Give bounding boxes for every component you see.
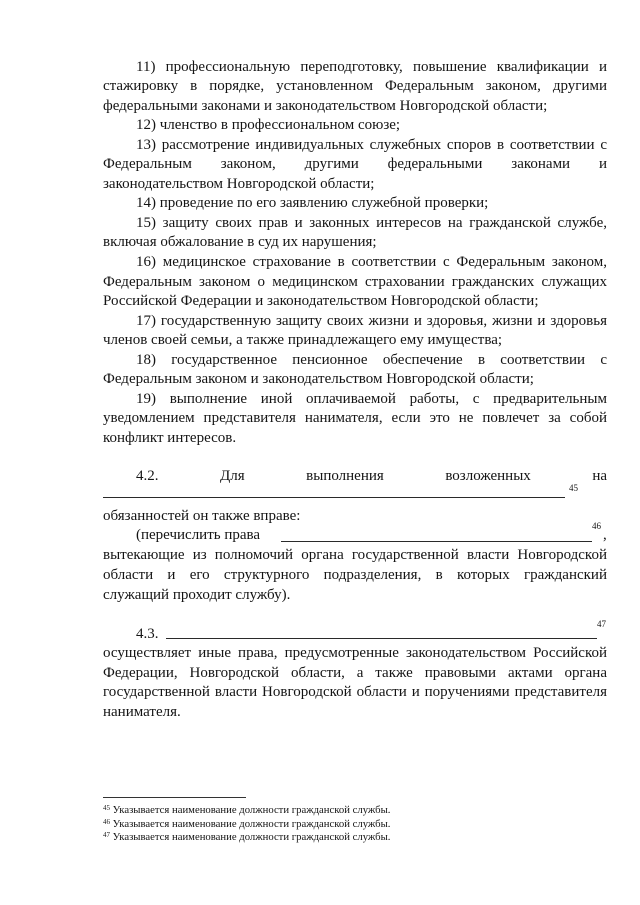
footnote-number: 46 xyxy=(103,817,110,826)
list-item-19 xyxy=(103,390,607,449)
section-4-2 xyxy=(103,467,607,606)
footnote xyxy=(103,804,523,818)
text-line: 17) государственную защиту своих жизни и здоровья, жизни и здоровья xyxy=(136,312,607,329)
section-lead-line: 4.2. Для выполнения возложенных на xyxy=(136,468,607,484)
list-item-16 xyxy=(103,253,607,312)
text-line: конфликт интересов. xyxy=(103,429,237,446)
text-line: Российской Федерации и законодательством Новгородской области; xyxy=(103,293,539,310)
text-line: законодательством Новгородской области; xyxy=(103,175,375,192)
footnote xyxy=(103,818,523,832)
footnote-number: 47 xyxy=(103,831,110,839)
text-line: области и его структурного подразделения, в которых гражданский xyxy=(103,566,607,583)
list-item-11 xyxy=(103,58,607,117)
section-number: 4.3. xyxy=(136,625,159,642)
text-line: Федерации, Новгородской области, а также правовыми актами органа xyxy=(103,664,607,681)
text-line: осуществляет иные права, предусмотренные законодательством Российской xyxy=(103,645,607,662)
text-line: вытекающие из полномочий органа государственной власти Новгородской xyxy=(103,547,607,564)
text-line: обязанностей он также вправе: xyxy=(103,507,301,524)
text-line: членов своей семьи, а также принадлежащего ему имущества; xyxy=(103,332,503,349)
text-line: 19) выполнение иной оплачиваемой работы, с предварительным xyxy=(136,390,607,407)
rights-placeholder-line xyxy=(103,521,607,546)
footnote xyxy=(103,831,523,845)
footnote-ref: 47 xyxy=(597,618,606,629)
list-item-13 xyxy=(103,136,607,195)
text-line: государственной власти Новгородской области и поручениями представителя xyxy=(103,684,607,701)
list-item-14 xyxy=(103,194,607,214)
list-item-15 xyxy=(103,214,607,253)
section-number-line xyxy=(103,618,607,645)
footnote-text: Указывается наименование должности гражданской службы. xyxy=(112,804,391,816)
footnote-text: Указывается наименование должности гражданской службы. xyxy=(112,831,391,843)
rights-list xyxy=(103,58,607,449)
footnote-text: Указывается наименование должности гражданской службы. xyxy=(112,817,391,830)
text-line: 12) членство в профессиональном союзе; xyxy=(136,117,401,134)
list-item-17 xyxy=(103,312,607,351)
text-line: 16) медицинское страхование в соответствии с Федеральным законом, xyxy=(136,253,607,270)
blank-line xyxy=(103,497,565,498)
text-line: 11) профессиональную переподготовку, повышение квалификации и xyxy=(136,58,607,75)
text-line: Федеральным законом и законодательством Новгородской области; xyxy=(103,371,534,388)
punctuation-comma: , xyxy=(603,527,607,544)
footnote-number: 45 xyxy=(103,804,110,812)
text-line: 15) защиту своих прав и законных интересов на гражданской службе, xyxy=(136,214,607,231)
list-item-18 xyxy=(103,351,607,390)
blank-row xyxy=(103,482,607,507)
section-4-3 xyxy=(103,618,607,723)
text-line: Федеральным законом, другими федеральными законами и xyxy=(103,156,607,173)
footnote-separator xyxy=(103,797,246,798)
text-line: стажировку в порядке, установленном Федеральным законом, другими xyxy=(103,78,607,95)
text-line: 14) проведение по его заявлению служебной проверки; xyxy=(136,195,489,212)
blank-line xyxy=(166,638,597,639)
footnotes xyxy=(103,804,523,845)
footnote-ref: 45 xyxy=(569,482,578,493)
rights-prefix: (перечислить права xyxy=(136,527,261,544)
text-line: федеральными законами и законодательством Новгородской области; xyxy=(103,97,548,114)
list-item-12 xyxy=(103,116,607,136)
footnote-ref: 46 xyxy=(592,521,601,532)
text-line: 18) государственное пенсионное обеспечение в соответствии с xyxy=(136,351,607,368)
text-line: включая обжалование в суд их нарушения; xyxy=(103,234,377,251)
blank-line xyxy=(281,541,592,542)
text-line: нанимателя. xyxy=(103,703,181,720)
text-line: служащий проходит службу). xyxy=(103,586,291,603)
text-line: 13) рассмотрение индивидуальных служебных споров в соответствии с xyxy=(136,136,607,153)
text-line: уведомлением представителя нанимателя, если это не повлечет за собой xyxy=(103,410,607,427)
text-line: Федеральным законом о медицинском страховании гражданских служащих xyxy=(103,273,607,290)
